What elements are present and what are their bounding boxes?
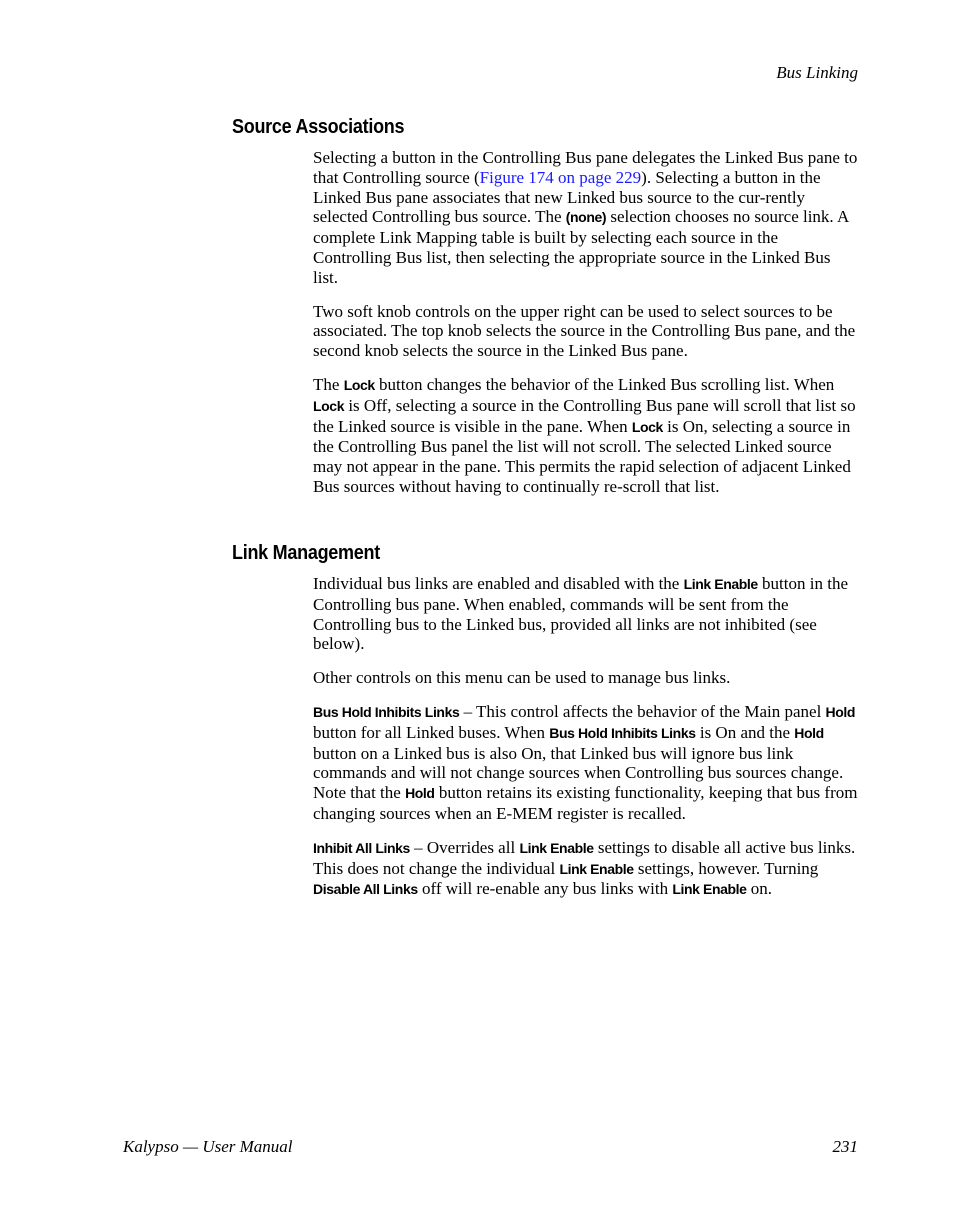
ui-term-bus-hold-inhibits-links: Bus Hold Inhibits Links <box>313 703 460 720</box>
ui-term-link-enable: Link Enable <box>519 839 594 856</box>
text-run: button for all Linked buses. When <box>313 722 550 742</box>
ui-term-link-enable: Link Enable <box>559 860 634 877</box>
text-run: ). Selecting a button in the Linked Bus pane associates that new Linked bus source to the cur-rently selected Controlling bus source. The <box>313 167 821 227</box>
text-run: Selecting a button in the Controlling Bus pane delegates the Linked Bus pane to that Controlling source ( <box>313 148 858 187</box>
text-run: The <box>313 374 344 394</box>
ui-term-lock: Lock <box>313 397 345 414</box>
paragraph <box>313 668 859 688</box>
footer-page-number: 231 <box>832 1137 858 1156</box>
ui-term-disable-all-links: Disable All Links <box>313 881 418 898</box>
text-run: settings, however. Turning <box>633 858 819 878</box>
ui-term-none: (none) <box>565 209 607 226</box>
section-body-source-associations <box>313 148 859 511</box>
text-run: – This control affects the behavior of the Main panel <box>459 701 826 721</box>
ui-term-hold: Hold <box>405 785 435 802</box>
text-run: button changes the behavior of the Linked Bus scrolling list. When <box>374 374 835 394</box>
paragraph <box>313 148 859 288</box>
ui-term-lock: Lock <box>343 376 375 393</box>
text-run: – Overrides all <box>409 837 520 857</box>
ui-term-hold: Hold <box>825 703 856 720</box>
running-header: Bus Linking <box>776 63 858 82</box>
text-run: button in the Controlling bus pane. When enabled, commands will be sent from the Controlling bus to the Linked bus, provided all links are not inhibited (see below). <box>313 574 848 654</box>
paragraph <box>313 838 859 900</box>
ui-term-lock: Lock <box>631 418 663 435</box>
ui-term-hold: Hold <box>794 724 824 741</box>
text-run: settings to disable all active bus links. This does not change the individual <box>313 837 856 878</box>
text-run: is On, selecting a source in the Controlling Bus panel the list will not scroll. The selected Linked source may not appear in the pane. This permits the rapid selection of adjacent Linked Bus sources without having to continually re-scroll that list. <box>313 416 851 496</box>
text-run: Other controls on this menu can be used to manage bus links. <box>313 668 731 688</box>
text-run: is Off, selecting a source in the Controlling Bus pane will scroll that list so the Linked source is visible in the pane. When <box>313 395 856 436</box>
ui-term-bus-hold-inhibits-links: Bus Hold Inhibits Links <box>549 724 696 741</box>
ui-term-inhibit-all-links: Inhibit All Links <box>313 839 410 856</box>
text-run: selection chooses no source link. A complete Link Mapping table is built by selecting each source in the Controlling Bus list, then selecting the appropriate source in the Linked Bus list. <box>313 207 849 287</box>
text-run: is On and the <box>695 722 795 742</box>
text-run: off will re-enable any bus links with <box>417 879 673 899</box>
text-run: button on a Linked bus is also On, that Linked bus will ignore bus link commands and will not change sources when Controlling bus sources change. Note that the <box>313 743 844 803</box>
section-heading-link-management: Link Management <box>232 542 380 564</box>
ui-term-link-enable: Link Enable <box>672 881 747 898</box>
text-run: Two soft knob controls on the upper right can be used to select sources to be associated. The top knob selects the source in the Controlling Bus pane, and the second knob selects the source in the Linked Bus pane. <box>313 301 856 361</box>
paragraph <box>313 375 859 497</box>
text-run: on. <box>746 879 773 899</box>
section-body-link-management <box>313 574 859 914</box>
paragraph <box>313 302 859 361</box>
text-run: button retains its existing functionality, keeping that bus from changing sources when an E-MEM register is recalled. <box>313 783 858 823</box>
ui-term-link-enable: Link Enable <box>683 576 758 592</box>
footer-document-title: Kalypso — User Manual <box>123 1137 293 1156</box>
paragraph <box>313 702 859 824</box>
section-heading-source-associations: Source Associations <box>232 116 405 138</box>
paragraph <box>313 574 859 654</box>
text-run: Individual bus links are enabled and disabled with the <box>313 574 684 593</box>
figure-cross-reference-link[interactable]: Figure 174 on page 229 <box>479 167 642 187</box>
